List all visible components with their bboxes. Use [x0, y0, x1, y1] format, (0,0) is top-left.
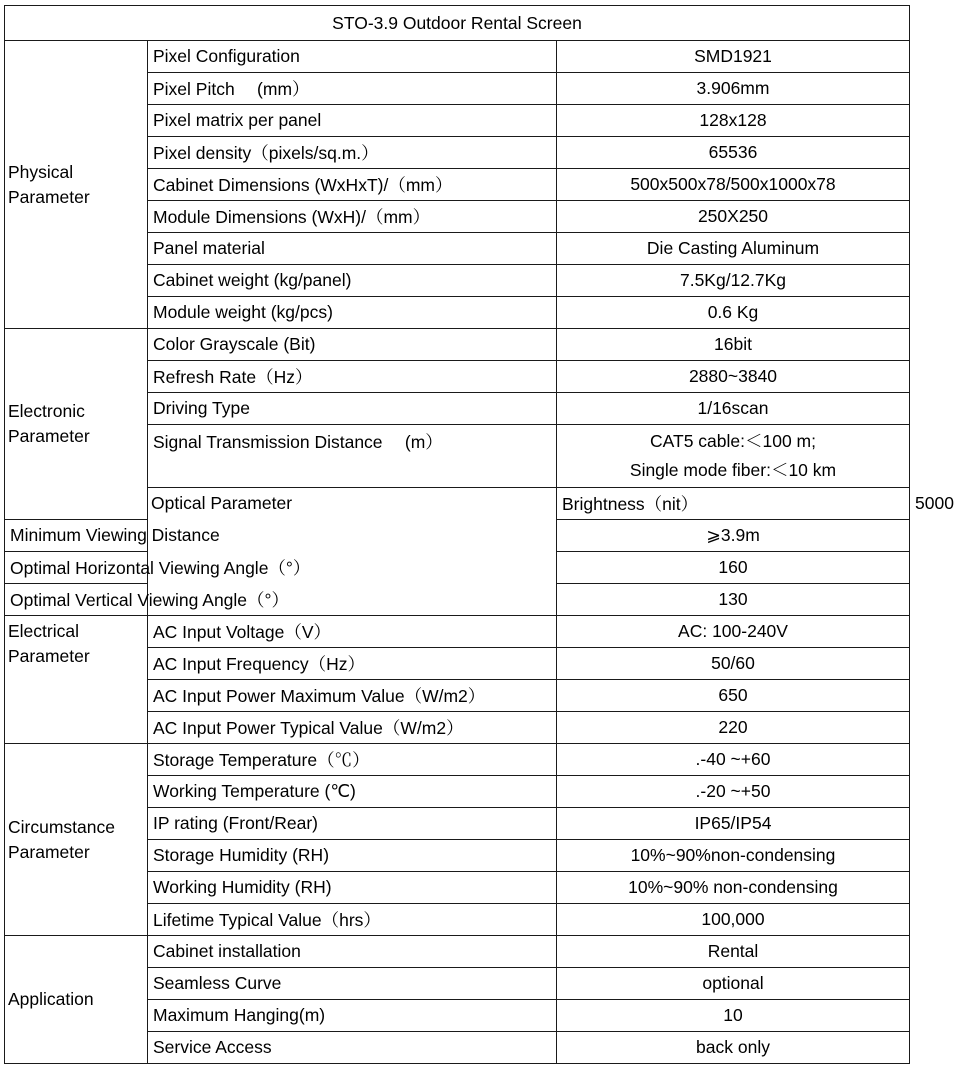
- param-value: Die Casting Aluminum: [557, 233, 910, 265]
- param-name: Cabinet Dimensions (WxHxT)/（mm）: [148, 169, 557, 201]
- param-name: Pixel density（pixels/sq.m.）: [148, 137, 557, 169]
- group-label: Circumstance Parameter: [5, 744, 148, 936]
- param-name: Signal Transmission Distance (m）: [148, 425, 557, 488]
- param-value: 10: [557, 1000, 910, 1032]
- param-value: optional: [557, 968, 910, 1000]
- param-name: Lifetime Typical Value（hrs）: [148, 904, 557, 936]
- param-name: Module weight (kg/pcs): [148, 297, 557, 329]
- param-name: Minimum Viewing Distance: [5, 520, 148, 552]
- param-name: Module Dimensions (WxH)/（mm）: [148, 201, 557, 233]
- param-name: IP rating (Front/Rear): [148, 808, 557, 840]
- group-label: Application: [5, 936, 148, 1064]
- param-name: AC Input Power Typical Value（W/m2）: [148, 712, 557, 744]
- table-title: STO-3.9 Outdoor Rental Screen: [5, 6, 910, 41]
- param-value: 160: [557, 552, 910, 584]
- param-value: 220: [557, 712, 910, 744]
- group-label: Physical Parameter: [5, 41, 148, 329]
- group-label: Electrical Parameter: [5, 616, 148, 744]
- param-value: 0.6 Kg: [557, 297, 910, 329]
- param-name: AC Input Power Maximum Value（W/m2）: [148, 680, 557, 712]
- param-name: AC Input Frequency（Hz）: [148, 648, 557, 680]
- table-row: [5, 616, 910, 648]
- param-value: 1/16scan: [557, 393, 910, 425]
- param-value: .-20 ~+50: [557, 776, 910, 808]
- param-name: Cabinet installation: [148, 936, 557, 968]
- param-value: Rental: [557, 936, 910, 968]
- param-name: Driving Type: [148, 393, 557, 425]
- param-name: Storage Humidity (RH): [148, 840, 557, 872]
- param-value-line: CAT5 cable:＜100 m;: [650, 431, 816, 451]
- param-value: 500x500x78/500x1000x78: [557, 169, 910, 201]
- group-label: Optical Parameter: [148, 488, 557, 616]
- group-label: Electronic Parameter: [5, 329, 148, 520]
- param-name: Pixel Pitch (mm）: [148, 73, 557, 105]
- table-row: [5, 744, 910, 776]
- param-value: 10%~90%non-condensing: [557, 840, 910, 872]
- param-value: 10%~90% non-condensing: [557, 872, 910, 904]
- table-row: Optical Parameter Brightness（nit） 5000: [5, 488, 910, 520]
- param-value-line: Single mode fiber:＜10 km: [629, 460, 837, 480]
- param-value: IP65/IP54: [557, 808, 910, 840]
- spec-sheet: [4, 5, 954, 1064]
- param-value: back only: [557, 1032, 910, 1064]
- param-name: Pixel matrix per panel: [148, 105, 557, 137]
- param-name: Optimal Vertical Viewing Angle（°）: [5, 584, 148, 616]
- param-value: [557, 425, 910, 488]
- param-name: Working Humidity (RH): [148, 872, 557, 904]
- param-value: 650: [557, 680, 910, 712]
- param-name: Optimal Horizontal Viewing Angle（°）: [5, 552, 148, 584]
- spec-table: [4, 5, 954, 1064]
- table-row: [5, 329, 910, 361]
- param-value: 128x128: [557, 105, 910, 137]
- param-value: 16bit: [557, 329, 910, 361]
- param-name: Seamless Curve: [148, 968, 557, 1000]
- param-value: 7.5Kg/12.7Kg: [557, 265, 910, 297]
- param-value: 250X250: [557, 201, 910, 233]
- param-value: AC: 100-240V: [557, 616, 910, 648]
- param-name: AC Input Voltage（V）: [148, 616, 557, 648]
- param-value: 130: [557, 584, 910, 616]
- param-name: Maximum Hanging(m): [148, 1000, 557, 1032]
- param-name: Color Grayscale (Bit): [148, 329, 557, 361]
- param-name: Brightness（nit）: [557, 488, 910, 520]
- param-value: SMD1921: [557, 41, 910, 73]
- param-name: Refresh Rate（Hz）: [148, 361, 557, 393]
- param-value: 3.906mm: [557, 73, 910, 105]
- param-name: Cabinet weight (kg/panel): [148, 265, 557, 297]
- param-name: Panel material: [148, 233, 557, 265]
- title-row: [5, 6, 910, 41]
- param-value: 50/60: [557, 648, 910, 680]
- param-name: Pixel Configuration: [148, 41, 557, 73]
- param-value: 2880~3840: [557, 361, 910, 393]
- table-row: [5, 41, 910, 73]
- table-row: [5, 936, 910, 968]
- param-name: Storage Temperature（℃）: [148, 744, 557, 776]
- param-value: 65536: [557, 137, 910, 169]
- param-name: Service Access: [148, 1032, 557, 1064]
- param-value: .-40 ~+60: [557, 744, 910, 776]
- param-name: Working Temperature (℃): [148, 776, 557, 808]
- param-value: ⩾3.9m: [557, 520, 910, 552]
- param-value: 100,000: [557, 904, 910, 936]
